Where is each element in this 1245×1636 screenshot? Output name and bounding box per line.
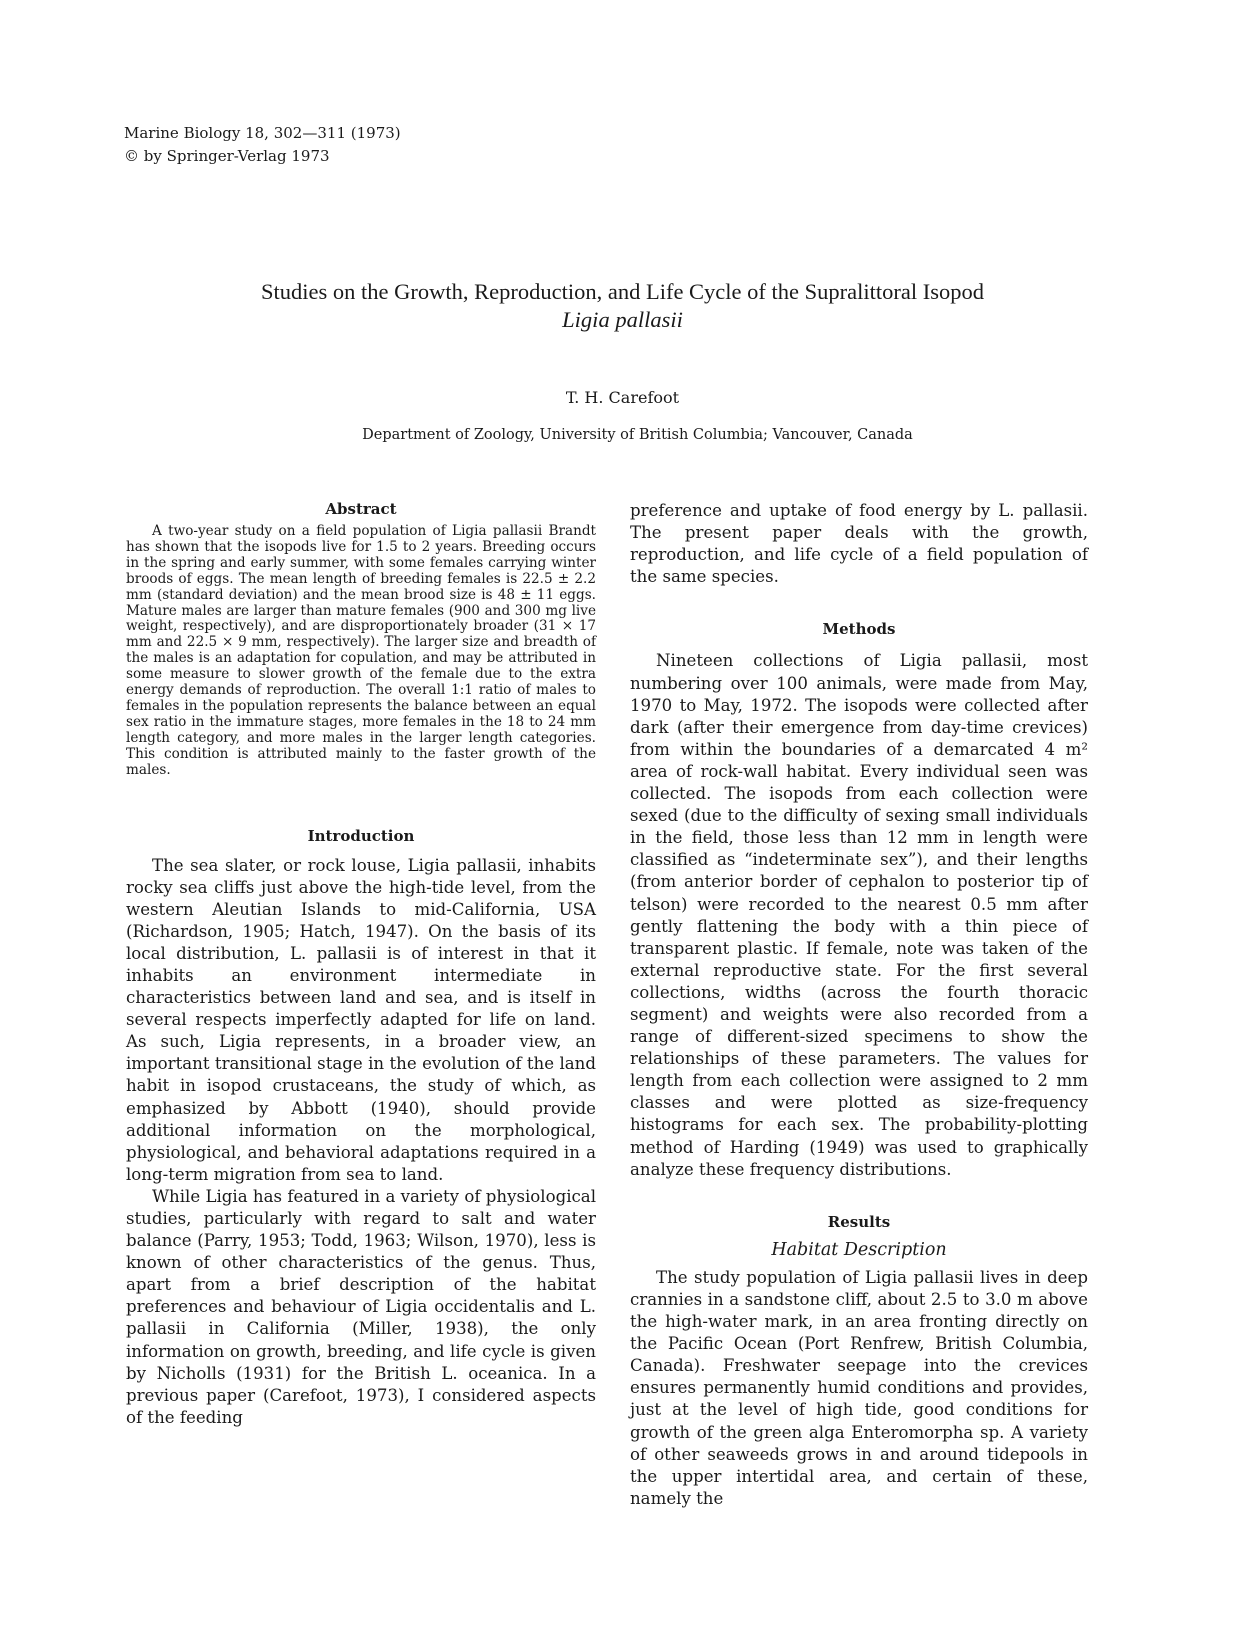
paper-title: Studies on the Growth, Reproduction, and Life Cycle of the Supralittoral Isopod (261, 279, 984, 304)
introduction-paragraph-1: The sea slater, or rock louse, Ligia pallasii, inhabits rocky sea cliffs just above the high-tide level, from the western Aleutian Islands to mid-California, USA (Richardson, 1905; Hatch, 1947). On the basis of its local distribution, L. pallasii is of interest in that it inhabits an environment intermediate in characteristics between land and sea, and is itself in several respects imperfectly adapted for life on land. As such, Ligia represents, in a broader view, an important transitional stage in the evolution of the land habit in isopod crustaceans, the study of which, as emphasized by Abbott (1940), should provide additional information on the morphological, physiological, and behavioral adaptations required in a long-term migration from sea to land. (126, 855, 596, 1184)
results-text: The study population of Ligia pallasii lives in deep crannies in a sandstone cliff, about 2.5 to 3.0 m above the high-water mark, in an area fronting directly on the Pacific Ocean (Port Renfrew, British Columbia, Canada). Freshwater seepage into the crevices ensures permanently humid conditions and provides, just at the level of high tide, good conditions for growth of the green alga Enteromorpha sp. A variety of other seaweeds grows in and around tidepools in the upper intertidal area, and certain of these, namely the (630, 1267, 1088, 1508)
abstract-text: A two-year study on a field population of Ligia pallasii Brandt has shown that the isopods live for 1.5 to 2 years. Breeding occurs in the spring and early summer, with some females carrying winter broods of eggs. The mean length of breeding females is 22.5 ± 2.2 mm (standard deviation) and the mean brood size is 48 ± 11 eggs. Mature males are larger than mature females (900 and 300 mg live weight, respectively), and are disproportionately broader (31 × 17 mm and 22.5 × 9 mm, respectively). The larger size and breadth of the males is an adaptation for copulation, and may be attributed in some measure to slower growth of the female due to the extra energy demands of reproduction. The overall 1:1 ratio of males to females in the population represents the balance between an equal sex ratio in the immature stages, more females in the 18 to 24 mm length category, and more males in the larger length categories. This condition is attributed mainly to the faster growth of the males. (126, 523, 596, 778)
left-column (126, 498, 596, 1429)
results-heading: Results (827, 1212, 891, 1231)
paper-title-species: Ligia pallasii (562, 307, 683, 332)
title-block (0, 278, 1245, 334)
abstract-heading: Abstract (325, 500, 397, 518)
journal-citation (124, 122, 401, 168)
right-column (630, 500, 1088, 1510)
introduction-heading: Introduction (307, 826, 415, 845)
introduction-paragraph-2: While Ligia has featured in a variety of physiological studies, particularly with regard to salt and water balance (Parry, 1953; Todd, 1963; Wilson, 1970), less is known of other characteristics of the genus. Thus, apart from a brief description of the habitat preferences and behaviour of Ligia occidentalis and L. pallasii in California (Miller, 1938), the only information on growth, breeding, and life cycle is given by Nicholls (1931) for the British L. oceanica. In a previous paper (Carefoot, 1973), I considered aspects of the feeding (126, 1186, 596, 1427)
author: T. H. Carefoot (565, 388, 680, 407)
affiliation: Department of Zoology, University of British Columbia; Vancouver, Canada (362, 427, 913, 443)
habitat-description-subheading: Habitat Description (771, 1239, 947, 1260)
copyright-line: © by Springer-Verlag 1973 (124, 147, 330, 165)
methods-heading: Methods (822, 620, 896, 639)
methods-text: Nineteen collections of Ligia pallasii, most numbering over 100 animals, were made from May, 1970 to May, 1972. The isopods were collected after dark (after their emergence from day-time crevices) from within the boundaries of a demarcated 4 m² area of rock-wall habitat. Every individual seen was collected. The isopods from each collection were sexed (due to the difficulty of sexing small individuals in the field, those less than 12 mm in length were classified as “indeterminate sex”), and their lengths (from anterior border of cephalon to posterior tip of telson) were recorded to the nearest 0.5 mm after gently flattening the body with a thin piece of transparent plastic. If female, note was taken of the external reproductive state. For the first several collections, widths (across the fourth thoracic segment) and weights were also recorded from a range of different-sized specimens to show the relationships of these parameters. The values for length from each collection were assigned to 2 mm classes and were plotted as size-frequency histograms for each sex. The probability-plotting method of Harding (1949) was used to graphically analyze these frequency distributions. (630, 651, 1088, 1179)
introduction-paragraph-3: preference and uptake of food energy by L. pallasii. The present paper deals with the growth, reproduction, and life cycle of a field population of the same species. (630, 501, 1088, 587)
journal-reference: Marine Biology 18, 302—311 (1973) (124, 124, 401, 142)
